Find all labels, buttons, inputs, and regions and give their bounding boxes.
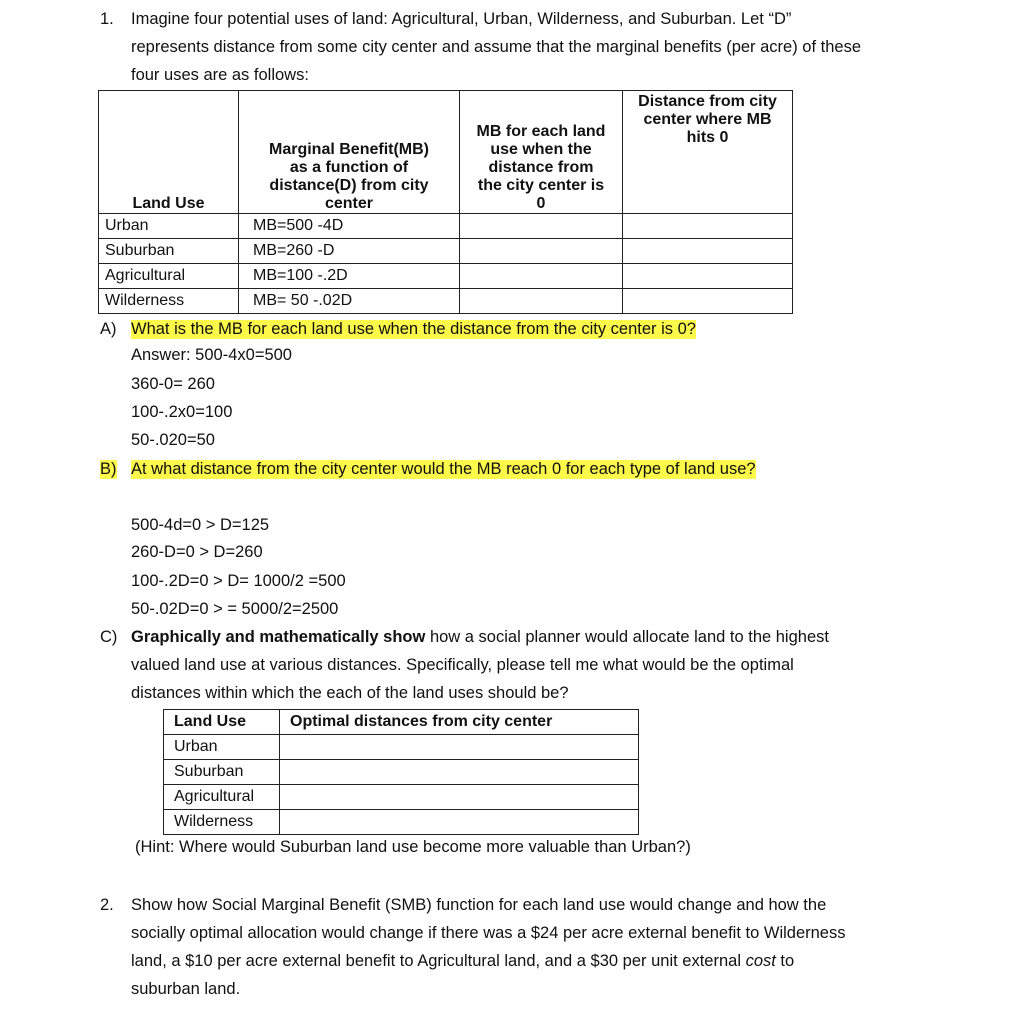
optimal-distance-table — [163, 709, 639, 835]
question-2-cost-word: cost — [745, 952, 776, 970]
part-c-line-1-rest: how a social planner would allocate land to the highest — [425, 628, 829, 646]
part-a-answer-3: 100-.2x0=100 — [131, 403, 233, 421]
part-b-question: At what distance from the city center would the MB reach 0 for each type of land use? — [131, 460, 756, 478]
question-1-intro-line-2: represents distance from some city center and assume that the marginal benefits (per acre) of these — [131, 38, 862, 56]
part-c-line-1 — [131, 628, 829, 647]
header-land-use: Land Use — [164, 710, 280, 735]
land-use-cell: Urban — [99, 214, 239, 239]
table-row — [99, 264, 793, 289]
table-row — [99, 239, 793, 264]
mb-function-cell: MB=100 -.2D — [239, 264, 460, 289]
mb-at-zero-cell[interactable] — [460, 239, 623, 264]
land-use-cell: Wilderness — [164, 810, 280, 835]
table-header-row — [99, 91, 793, 214]
table-row — [164, 760, 639, 785]
distance-zero-cell[interactable] — [623, 239, 793, 264]
question-2-line-4: suburban land. — [131, 980, 241, 998]
part-c-hint: (Hint: Where would Suburban land use become more valuable than Urban?) — [135, 838, 691, 856]
question-2-line-2: socially optimal allocation would change if there was a $24 per acre external benefit to Wilderness — [131, 924, 846, 942]
part-b-answer-3: 100-.2D=0 > D= 1000/2 =500 — [131, 572, 346, 590]
land-use-cell: Wilderness — [99, 289, 239, 314]
part-a-question: What is the MB for each land use when the distance from the city center is 0? — [131, 320, 696, 338]
part-c-line-3: distances within which the each of the land uses should be? — [131, 684, 569, 702]
mb-at-zero-cell[interactable] — [460, 214, 623, 239]
part-a-answer-4: 50-.020=50 — [131, 431, 215, 449]
mb-function-cell: MB=260 -D — [239, 239, 460, 264]
question-2-line-3-start: land, a $10 per acre external benefit to Agricultural land, and a $30 per unit external — [131, 952, 746, 970]
distance-zero-cell[interactable] — [623, 289, 793, 314]
land-use-cell: Agricultural — [164, 785, 280, 810]
table-row — [99, 214, 793, 239]
optimal-distance-cell[interactable] — [280, 785, 639, 810]
question-2-line-3-end: to — [775, 952, 795, 970]
header-mb-at-zero: MB for each land use when the distance from the city center is 0 — [460, 91, 623, 214]
table-header-row — [164, 710, 639, 735]
part-a-answer-1: Answer: 500-4x0=500 — [131, 346, 292, 364]
question-1-intro-line-1: Imagine four potential uses of land: Agricultural, Urban, Wilderness, and Suburban. Let “D” — [131, 10, 792, 28]
land-use-cell: Suburban — [164, 760, 280, 785]
marginal-benefit-table — [98, 90, 793, 314]
mb-function-cell: MB=500 -4D — [239, 214, 460, 239]
part-b-answer-2: 260-D=0 > D=260 — [131, 543, 263, 561]
distance-zero-cell[interactable] — [623, 214, 793, 239]
optimal-distance-cell[interactable] — [280, 760, 639, 785]
part-b-answer-4: 50-.02D=0 > = 5000/2=2500 — [131, 600, 339, 618]
part-a-answer-2: 360-0= 260 — [131, 375, 215, 393]
table-row — [99, 289, 793, 314]
header-marginal-benefit: Marginal Benefit(MB) as a function of distance(D) from city center — [239, 91, 460, 214]
optimal-distance-cell[interactable] — [280, 735, 639, 760]
question-2-line-1: Show how Social Marginal Benefit (SMB) function for each land use would change and how the — [131, 896, 827, 914]
question-2-number: 2. — [100, 896, 114, 914]
part-c-line-2: valued land use at various distances. Specifically, please tell me what would be the optimal — [131, 656, 794, 674]
part-c-label: C) — [100, 628, 118, 646]
optimal-distance-cell[interactable] — [280, 810, 639, 835]
header-land-use: Land Use — [99, 91, 239, 214]
question-1-number: 1. — [100, 10, 114, 28]
mb-function-cell: MB= 50 -.02D — [239, 289, 460, 314]
land-use-cell: Urban — [164, 735, 280, 760]
part-b-answer-1: 500-4d=0 > D=125 — [131, 516, 270, 534]
distance-zero-cell[interactable] — [623, 264, 793, 289]
table-row — [164, 810, 639, 835]
part-a-label: A) — [100, 320, 117, 338]
table-row — [164, 735, 639, 760]
land-use-cell: Agricultural — [99, 264, 239, 289]
part-c-bold-phrase: Graphically and mathematically show — [131, 628, 426, 646]
table-row — [164, 785, 639, 810]
land-use-cell: Suburban — [99, 239, 239, 264]
question-1-intro-line-3: four uses are as follows: — [131, 66, 309, 84]
mb-at-zero-cell[interactable] — [460, 264, 623, 289]
question-2-line-3 — [131, 952, 794, 971]
header-distance-mb-zero: Distance from city center where MB hits 0 — [623, 91, 793, 214]
header-optimal-distances: Optimal distances from city center — [280, 710, 639, 735]
mb-at-zero-cell[interactable] — [460, 289, 623, 314]
part-b-label: B) — [100, 460, 117, 478]
